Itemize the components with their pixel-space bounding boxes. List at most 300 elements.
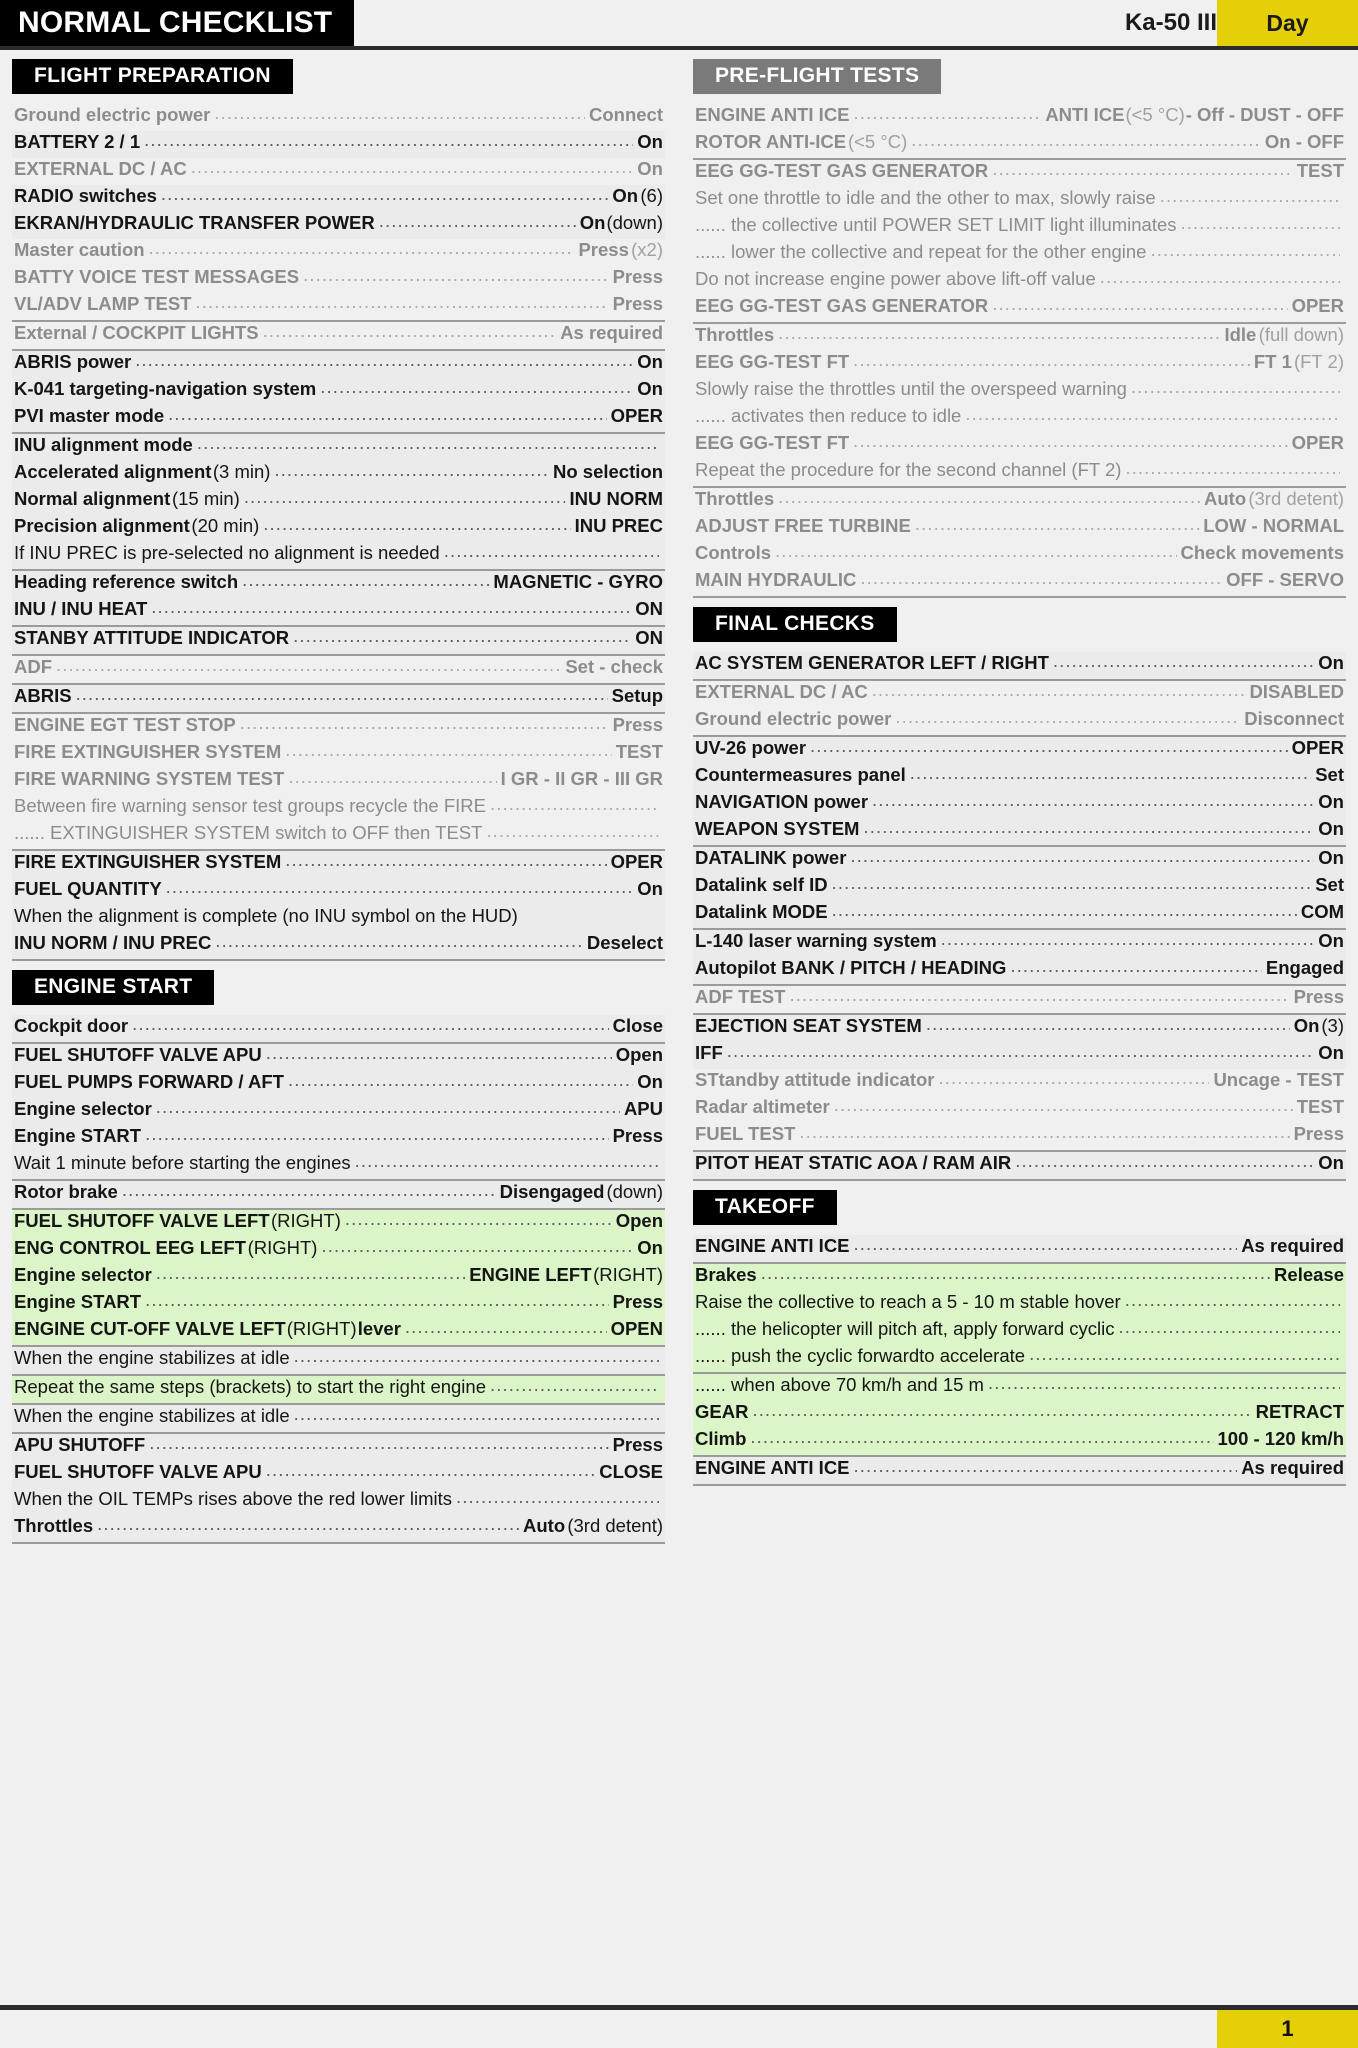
leader-dots (1119, 1318, 1340, 1338)
leader-dots (761, 1264, 1270, 1284)
row-label: INU / INU HEAT (14, 598, 148, 619)
row-label: Brakes (695, 1264, 757, 1285)
checklist-row[interactable] (693, 104, 1346, 131)
leader-dots (197, 434, 659, 454)
row-label: EXTERNAL DC / AC (695, 681, 868, 702)
row-label: ...... lower the collective and repeat for the other engine (695, 241, 1147, 262)
checklist-row[interactable] (693, 1457, 1346, 1484)
left-column (0, 50, 679, 1544)
row-group (12, 1403, 665, 1432)
checklist-row[interactable] (12, 1347, 665, 1374)
leader-dots (834, 1096, 1293, 1116)
leader-dots (778, 488, 1200, 508)
row-value: Press (612, 1291, 663, 1312)
row-group (12, 1374, 665, 1403)
checklist-row[interactable] (12, 878, 665, 905)
checklist-row[interactable] (693, 847, 1346, 874)
row-group (693, 652, 1346, 679)
row-value: On (612, 185, 639, 206)
row-value: INU NORM (569, 488, 663, 509)
leader-dots (288, 768, 496, 788)
checklist-row[interactable] (693, 1015, 1346, 1042)
leader-dots (490, 795, 659, 815)
checklist-row[interactable] (693, 1291, 1346, 1318)
content-columns (0, 50, 1358, 1544)
section-table (693, 1235, 1346, 1486)
checklist-row[interactable] (12, 905, 665, 932)
leader-dots (288, 1071, 633, 1091)
row-label: BATTERY 2 / 1 (14, 131, 141, 152)
checklist-row[interactable] (693, 1428, 1346, 1455)
checklist-row[interactable] (12, 1237, 665, 1264)
row-group (12, 683, 665, 712)
row-value-paren: (3rd detent) (567, 1515, 663, 1536)
row-value: INU PREC (574, 515, 663, 536)
checklist-row[interactable] (693, 1264, 1346, 1291)
leader-dots (727, 1042, 1315, 1062)
checklist-row[interactable] (693, 131, 1346, 158)
row-value: LOW - NORMAL (1203, 515, 1344, 536)
row-label: VL/ADV LAMP TEST (14, 293, 192, 314)
row-value: As required (1241, 1457, 1344, 1478)
row-value: Open (615, 1210, 663, 1231)
checklist-row[interactable] (12, 1291, 665, 1318)
row-label: Engine selector (14, 1264, 152, 1285)
row-label: EJECTION SEAT SYSTEM (695, 1015, 922, 1036)
leader-dots (161, 185, 608, 205)
checklist-row[interactable] (693, 488, 1346, 515)
row-label: Engine START (14, 1291, 142, 1312)
checklist-row[interactable] (693, 432, 1346, 459)
leader-dots (789, 986, 1289, 1006)
row-value: Release (1274, 1264, 1344, 1285)
row-label: Normal alignment (14, 488, 171, 509)
row-value: Engaged (1265, 957, 1344, 978)
checklist-row[interactable] (693, 515, 1346, 542)
row-value: Close (612, 1015, 663, 1036)
checklist-row[interactable] (12, 822, 665, 849)
leader-dots (965, 405, 1340, 425)
leader-dots (379, 212, 576, 232)
checklist-row[interactable] (693, 459, 1346, 486)
row-label: PVI master mode (14, 405, 165, 426)
row-value: On (1293, 1015, 1320, 1036)
row-label: ...... activates then reduce to idle (695, 405, 962, 426)
row-label: ENGINE ANTI ICE (695, 104, 850, 125)
leader-dots (926, 1015, 1290, 1035)
leader-dots (1029, 1345, 1340, 1365)
aircraft-label: Ka-50 III (1124, 9, 1217, 36)
row-value-paren: (<5 °C) (1125, 104, 1185, 125)
leader-dots (294, 1347, 659, 1367)
section-header-wrap (693, 607, 1346, 642)
row-group (693, 1372, 1346, 1455)
leader-dots (242, 571, 489, 591)
checklist-row[interactable] (693, 1069, 1346, 1096)
row-label: Raise the collective to reach a 5 - 10 m stable hover (695, 1291, 1121, 1312)
row-group (12, 1208, 665, 1345)
checklist-row[interactable] (693, 1345, 1346, 1372)
row-label: UV-26 power (695, 737, 807, 758)
checklist-row[interactable] (12, 461, 665, 488)
row-value-paren: (6) (640, 185, 663, 206)
row-value: ON (635, 598, 663, 619)
row-label: GEAR (695, 1401, 749, 1422)
checklist-row[interactable] (693, 1042, 1346, 1069)
row-label: L-140 laser warning system (695, 930, 937, 951)
row-label: FIRE WARNING SYSTEM TEST (14, 768, 285, 789)
row-group (12, 849, 665, 959)
row-label: ...... when above 70 km/h and 15 m (695, 1374, 984, 1395)
row-value: On (637, 131, 663, 152)
row-label: Datalink self ID (695, 874, 828, 895)
checklist-row[interactable] (693, 405, 1346, 432)
checklist-row[interactable] (12, 598, 665, 625)
leader-dots (1125, 459, 1340, 479)
checklist-row[interactable] (12, 656, 665, 683)
checklist-row[interactable] (12, 405, 665, 432)
leader-dots (1100, 268, 1340, 288)
leader-dots (775, 542, 1176, 562)
row-label: AC SYSTEM GENERATOR LEFT / RIGHT (695, 652, 1049, 673)
row-label: When the engine stabilizes at idle (14, 1405, 290, 1426)
row-value: On (637, 1237, 663, 1258)
leader-dots (810, 737, 1288, 757)
row-group (12, 654, 665, 683)
checklist-row[interactable] (12, 1044, 665, 1071)
row-label: Accelerated alignment (14, 461, 212, 482)
checklist-row[interactable] (693, 708, 1346, 735)
section-header-wrap (12, 59, 665, 94)
leader-dots (832, 874, 1312, 894)
checklist-row[interactable] (12, 1318, 665, 1345)
checklist-row[interactable] (693, 1123, 1346, 1150)
checklist-row[interactable] (12, 212, 665, 239)
checklist-row[interactable] (693, 569, 1346, 596)
checklist-row[interactable] (12, 488, 665, 515)
leader-dots (1015, 1152, 1314, 1172)
leader-dots (860, 569, 1222, 589)
leader-dots (778, 324, 1220, 344)
checklist-row[interactable] (12, 131, 665, 158)
row-value: COM (1300, 901, 1344, 922)
row-group (12, 1179, 665, 1208)
row-value: OFF - SERVO (1226, 569, 1344, 590)
row-label: Ground electric power (695, 708, 892, 729)
row-label: ...... push the cyclic forwardto accelerate (695, 1345, 1026, 1366)
leader-dots (1125, 1291, 1340, 1311)
page-title: NORMAL CHECKLIST (0, 0, 354, 46)
row-label: Autopilot BANK / PITCH / HEADING (695, 957, 1007, 978)
row-label: EEG GG-TEST FT (695, 351, 850, 372)
leader-dots (915, 515, 1199, 535)
checklist-row[interactable] (12, 1015, 665, 1042)
leader-dots (285, 741, 611, 761)
checklist-row[interactable] (693, 791, 1346, 818)
checklist-row[interactable] (12, 795, 665, 822)
row-value: APU (623, 1098, 663, 1119)
row-group (693, 928, 1346, 984)
row-value: No selection (553, 461, 663, 482)
section-table (12, 1015, 665, 1544)
section-header: TAKEOFF (693, 1190, 837, 1225)
row-value: Auto (1204, 488, 1247, 509)
leader-dots (214, 104, 585, 124)
leader-dots (135, 351, 633, 371)
leader-dots (405, 1318, 607, 1338)
leader-dots (266, 1044, 612, 1064)
section-header-wrap (693, 59, 1346, 94)
checklist-row[interactable] (693, 378, 1346, 405)
row-label: ADF TEST (695, 986, 786, 1007)
leader-dots (145, 1125, 608, 1145)
leader-dots (799, 1123, 1289, 1143)
row-label: Ground electric power (14, 104, 211, 125)
leader-dots (149, 239, 575, 259)
checklist-row[interactable] (693, 737, 1346, 764)
row-label: Climb (695, 1428, 747, 1449)
row-label: WEAPON SYSTEM (695, 818, 860, 839)
checklist-row[interactable] (12, 1125, 665, 1152)
row-label: Controls (695, 542, 772, 563)
checklist-row[interactable] (693, 187, 1346, 214)
row-label: FUEL SHUTOFF VALVE LEFT (14, 1210, 270, 1231)
row-value-paren: (x2) (631, 239, 663, 260)
checklist-row[interactable] (12, 239, 665, 266)
row-group (693, 1262, 1346, 1372)
row-value-paren: (down) (606, 1181, 663, 1202)
row-label: When the OIL TEMPs rises above the red lower limits (14, 1488, 453, 1509)
row-value-paren: (3rd detent) (1248, 488, 1344, 509)
row-value: Check movements (1180, 542, 1344, 563)
section-header-wrap (12, 970, 665, 1005)
leader-dots (274, 461, 549, 481)
row-value: Deselect (586, 932, 663, 953)
checklist-row[interactable] (12, 322, 665, 349)
row-value-paren: (RIGHT) (593, 1264, 663, 1285)
row-label-paren: (RIGHT) (270, 1210, 341, 1231)
row-group (12, 625, 665, 654)
checklist-row[interactable] (12, 434, 665, 461)
leader-dots (285, 851, 606, 871)
checklist-row[interactable] (12, 1098, 665, 1125)
row-value: Set - check (565, 656, 663, 677)
checklist-row[interactable] (693, 652, 1346, 679)
row-group (12, 104, 665, 320)
leader-dots (215, 932, 583, 952)
leader-dots (97, 1515, 519, 1535)
right-column (679, 50, 1358, 1544)
row-label: ABRIS power (14, 351, 132, 372)
row-group (12, 320, 665, 349)
checklist-row[interactable] (12, 1405, 665, 1432)
checklist-row[interactable] (12, 542, 665, 569)
row-label: Countermeasures panel (695, 764, 906, 785)
checklist-row[interactable] (693, 542, 1346, 569)
checklist-row[interactable] (12, 1264, 665, 1291)
row-value: ON (635, 627, 663, 648)
leader-dots (263, 322, 557, 342)
section-table (693, 104, 1346, 598)
checklist-row[interactable] (12, 1376, 665, 1403)
row-group (12, 1345, 665, 1374)
row-value: Press (612, 1125, 663, 1146)
row-value: On (1318, 652, 1344, 673)
leader-dots (320, 378, 633, 398)
leader-dots (294, 1405, 659, 1425)
leader-dots (156, 1264, 465, 1284)
checklist-row[interactable] (693, 268, 1346, 295)
section-header: FINAL CHECKS (693, 607, 897, 642)
checklist-row[interactable] (693, 874, 1346, 901)
leader-dots (166, 878, 634, 898)
row-label: ENGINE EGT TEST STOP (14, 714, 236, 735)
checklist-row[interactable] (693, 214, 1346, 241)
row-value: Uncage - TEST (1213, 1069, 1344, 1090)
row-label: Throttles (695, 324, 775, 345)
checklist-row[interactable] (693, 1096, 1346, 1123)
checklist-row[interactable] (693, 957, 1346, 984)
row-label-paren: (RIGHT) (247, 1237, 318, 1258)
leader-dots (1131, 378, 1340, 398)
checklist-row[interactable] (12, 158, 665, 185)
leader-dots (151, 598, 631, 618)
checklist-row[interactable] (12, 1488, 665, 1515)
leader-dots (872, 791, 1314, 811)
row-value: On (1318, 847, 1344, 868)
checklist-row[interactable] (693, 1374, 1346, 1401)
leader-dots (938, 1069, 1209, 1089)
checklist-row[interactable] (12, 571, 665, 598)
checklist-row[interactable] (12, 1071, 665, 1098)
row-group (693, 1235, 1346, 1262)
row-label: FUEL PUMPS FORWARD / AFT (14, 1071, 284, 1092)
checklist-row[interactable] (12, 293, 665, 320)
row-label: Datalink MODE (695, 901, 828, 922)
checklist-row[interactable] (693, 324, 1346, 351)
leader-dots (863, 818, 1314, 838)
row-value: On (1318, 930, 1344, 951)
checklist-row[interactable] (12, 185, 665, 212)
checklist-row[interactable] (693, 351, 1346, 378)
leader-dots (854, 104, 1042, 124)
checklist-row[interactable] (693, 930, 1346, 957)
checklist-row[interactable] (693, 241, 1346, 268)
row-value: Setup (611, 685, 663, 706)
checklist-row[interactable] (12, 104, 665, 131)
checklist-row[interactable] (693, 1235, 1346, 1262)
row-value: DISABLED (1249, 681, 1344, 702)
row-label: Radar altimeter (695, 1096, 830, 1117)
row-value: Connect (589, 104, 663, 125)
row-value: Auto (523, 1515, 566, 1536)
checklist-row[interactable] (12, 1181, 665, 1208)
leader-dots (988, 1374, 1340, 1394)
leader-dots (1053, 652, 1314, 672)
row-label: EKRAN/HYDRAULIC TRANSFER POWER (14, 212, 375, 233)
row-label: MAIN HYDRAULIC (695, 569, 857, 590)
row-value: Press (612, 714, 663, 735)
row-value: Press (578, 239, 629, 260)
row-value: RETRACT (1255, 1401, 1344, 1422)
checklist-row[interactable] (693, 1152, 1346, 1179)
mode-badge: Day (1217, 0, 1358, 46)
row-label-tail: lever (357, 1318, 401, 1339)
row-value-tail: - Off - DUST - OFF (1185, 104, 1344, 125)
row-group (693, 158, 1346, 322)
leader-dots (195, 293, 608, 313)
row-value-paren: (full down) (1258, 324, 1344, 345)
checklist-row[interactable] (12, 714, 665, 741)
row-label: STANBY ATTITUDE INDICATOR (14, 627, 290, 648)
row-label: If INU PREC is pre-selected no alignment is needed (14, 542, 440, 563)
checklist-row[interactable] (12, 1152, 665, 1179)
row-label: FUEL SHUTOFF VALVE APU (14, 1044, 262, 1065)
leader-dots (752, 1401, 1251, 1421)
checklist-row[interactable] (12, 1434, 665, 1461)
row-value: Disconnect (1244, 708, 1344, 729)
checklist-row[interactable] (12, 932, 665, 959)
row-value: On (579, 212, 606, 233)
checklist-row[interactable] (693, 764, 1346, 791)
row-label: ENG CONTROL EEG LEFT (14, 1237, 246, 1258)
checklist-row[interactable] (693, 681, 1346, 708)
checklist-row[interactable] (693, 901, 1346, 928)
checklist-row[interactable] (693, 1318, 1346, 1345)
row-group (693, 845, 1346, 928)
leader-dots (145, 1291, 608, 1311)
checklist-row[interactable] (12, 1515, 665, 1542)
row-label: EXTERNAL DC / AC (14, 158, 187, 179)
row-group (693, 1150, 1346, 1179)
leader-dots (293, 627, 631, 647)
checklist-row[interactable] (12, 1210, 665, 1237)
checklist-row[interactable] (12, 515, 665, 542)
row-label: ENGINE CUT-OFF VALVE LEFT (14, 1318, 286, 1339)
row-label: Master caution (14, 239, 145, 260)
row-group (693, 735, 1346, 845)
leader-dots (345, 1210, 612, 1230)
row-value: On (637, 351, 663, 372)
leader-dots (191, 158, 634, 178)
checklist-row[interactable] (693, 160, 1346, 187)
checklist-row[interactable] (12, 627, 665, 654)
checklist-row[interactable] (12, 266, 665, 293)
checklist-row[interactable] (693, 818, 1346, 845)
checklist-row[interactable] (693, 986, 1346, 1013)
checklist-row[interactable] (12, 1461, 665, 1488)
row-label: Set one throttle to idle and the other to max, slowly raise (695, 187, 1156, 208)
row-label: External / COCKPIT LIGHTS (14, 322, 259, 343)
row-value: On (637, 878, 663, 899)
checklist-row[interactable] (693, 295, 1346, 322)
row-value: CLOSE (599, 1461, 663, 1482)
leader-dots (244, 488, 566, 508)
row-label: Slowly raise the throttles until the overspeed warning (695, 378, 1127, 399)
checklist-row[interactable] (12, 851, 665, 878)
checklist-row[interactable] (693, 1401, 1346, 1428)
checklist-row[interactable] (12, 685, 665, 712)
checklist-row[interactable] (12, 741, 665, 768)
row-label: FUEL QUANTITY (14, 878, 162, 899)
checklist-row[interactable] (12, 378, 665, 405)
row-label: Throttles (14, 1515, 94, 1536)
checklist-row[interactable] (12, 351, 665, 378)
row-value: On (1318, 818, 1344, 839)
checklist-row[interactable] (12, 768, 665, 795)
row-value: Set (1315, 874, 1344, 895)
row-value: On (1318, 1042, 1344, 1063)
